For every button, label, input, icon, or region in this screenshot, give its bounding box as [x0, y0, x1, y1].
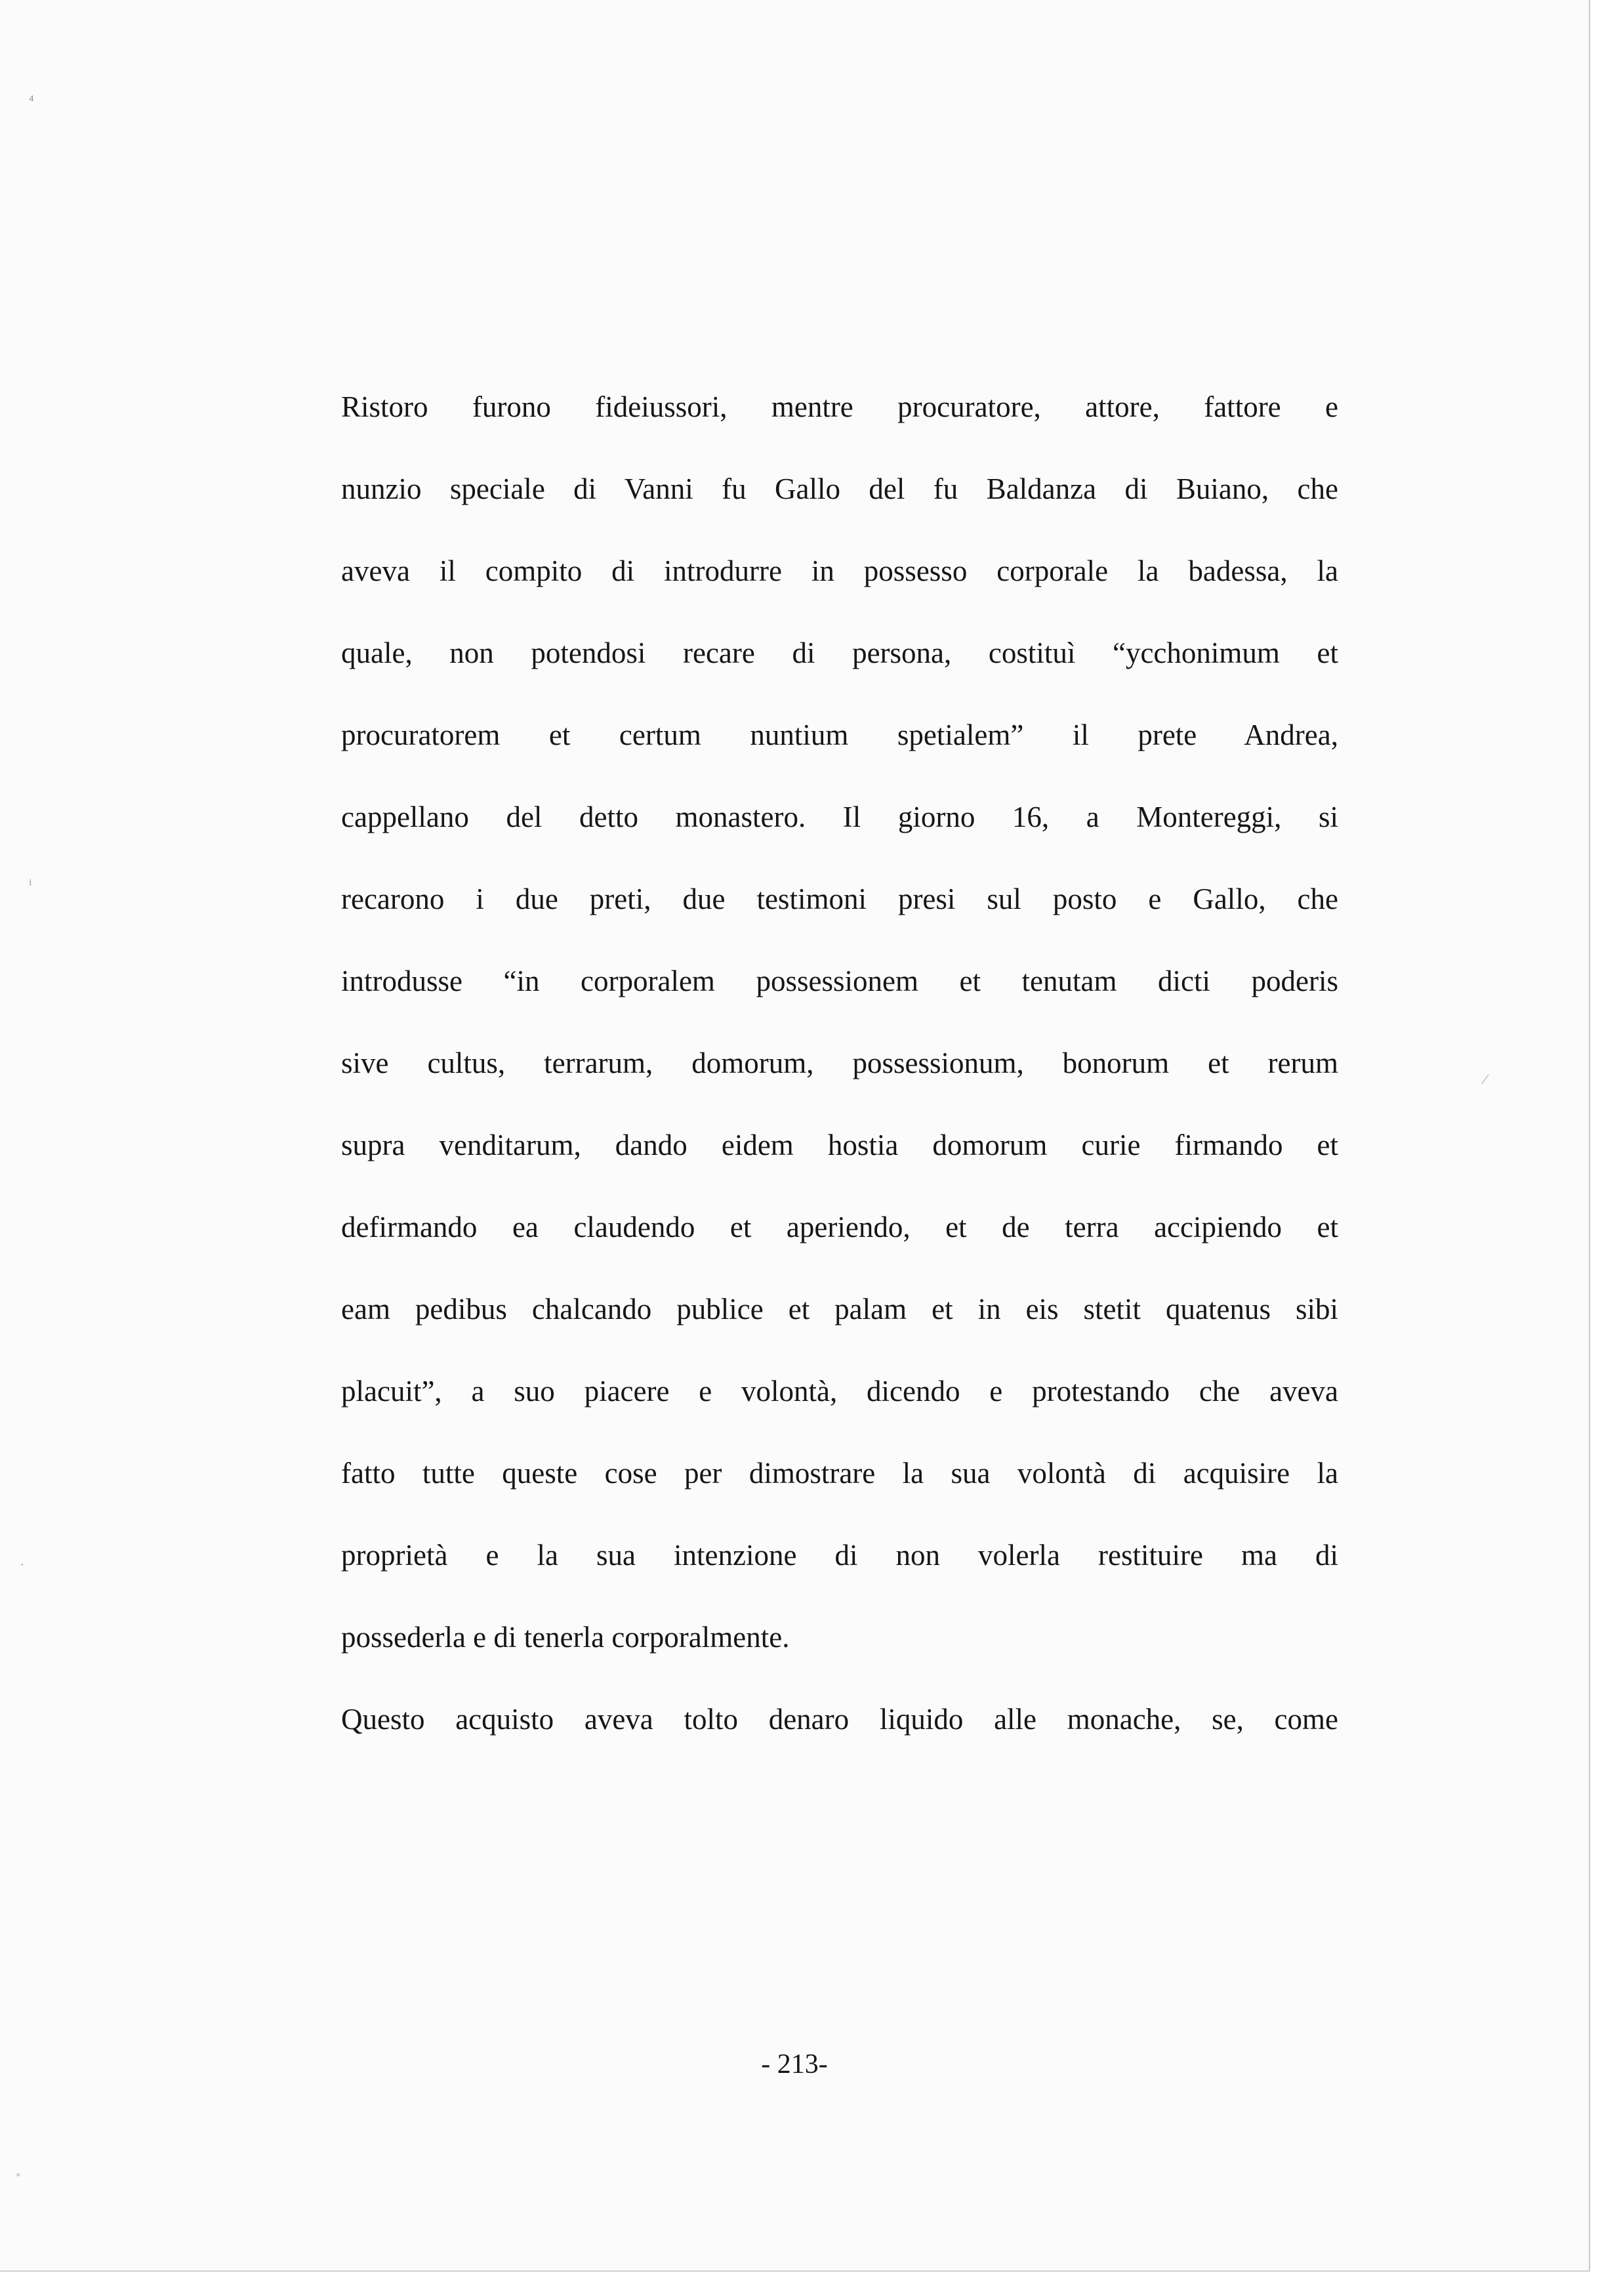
scan-speck: ⁴	[29, 92, 34, 108]
scan-speck: ˚	[16, 2171, 21, 2187]
scan-speck: ˙	[20, 1560, 25, 1577]
text-line: placuit”, a suo piacere e volontà, dicendo e protestando che aveva	[341, 1375, 1338, 1408]
text-line: introdusse “in corporalem possessionem et tenutam dicti poderis	[341, 965, 1338, 997]
text-line: sive cultus, terrarum, domorum, possessionum, bonorum et rerum	[341, 1047, 1338, 1079]
text-line: recarono i due preti, due testimoni presi sul posto e Gallo, che	[341, 883, 1338, 915]
text-line: possederla e di tenerla corporalmente.	[341, 1621, 790, 1654]
text-line: nunzio speciale di Vanni fu Gallo del fu Baldanza di Buiano, che	[341, 472, 1338, 505]
text-line: Ristoro furono fideiussori, mentre procuratore, attore, fattore e	[341, 390, 1338, 423]
scan-speck: ⁄	[1484, 1071, 1487, 1087]
page-number: - 213-	[761, 2049, 828, 2079]
text-line: Questo acquisto aveva tolto denaro liquido alle monache, se, come	[341, 1703, 1338, 1736]
body-text	[341, 366, 1338, 1761]
scan-speck: ⁱ	[29, 877, 32, 893]
text-line: supra venditarum, dando eidem hostia domorum curie firmando et	[341, 1129, 1338, 1161]
text-line: proprietà e la sua intenzione di non volerla restituire ma di	[341, 1539, 1338, 1572]
text-line: fatto tutte queste cose per dimostrare la sua volontà di acquisire la	[341, 1457, 1338, 1490]
text-line: procuratorem et certum nuntium spetialem” il prete Andrea,	[341, 719, 1338, 751]
text-line: aveva il compito di introdurre in possesso corporale la badessa, la	[341, 554, 1338, 587]
text-line: quale, non potendosi recare di persona, costituì “ycchonimum et	[341, 637, 1338, 669]
text-line: defirmando ea claudendo et aperiendo, et de terra accipiendo et	[341, 1211, 1338, 1243]
text-line: eam pedibus chalcando publice et palam et in eis stetit quatenus sibi	[341, 1293, 1338, 1325]
text-line: cappellano del detto monastero. Il giorno 16, a Montereggi, si	[341, 801, 1338, 833]
